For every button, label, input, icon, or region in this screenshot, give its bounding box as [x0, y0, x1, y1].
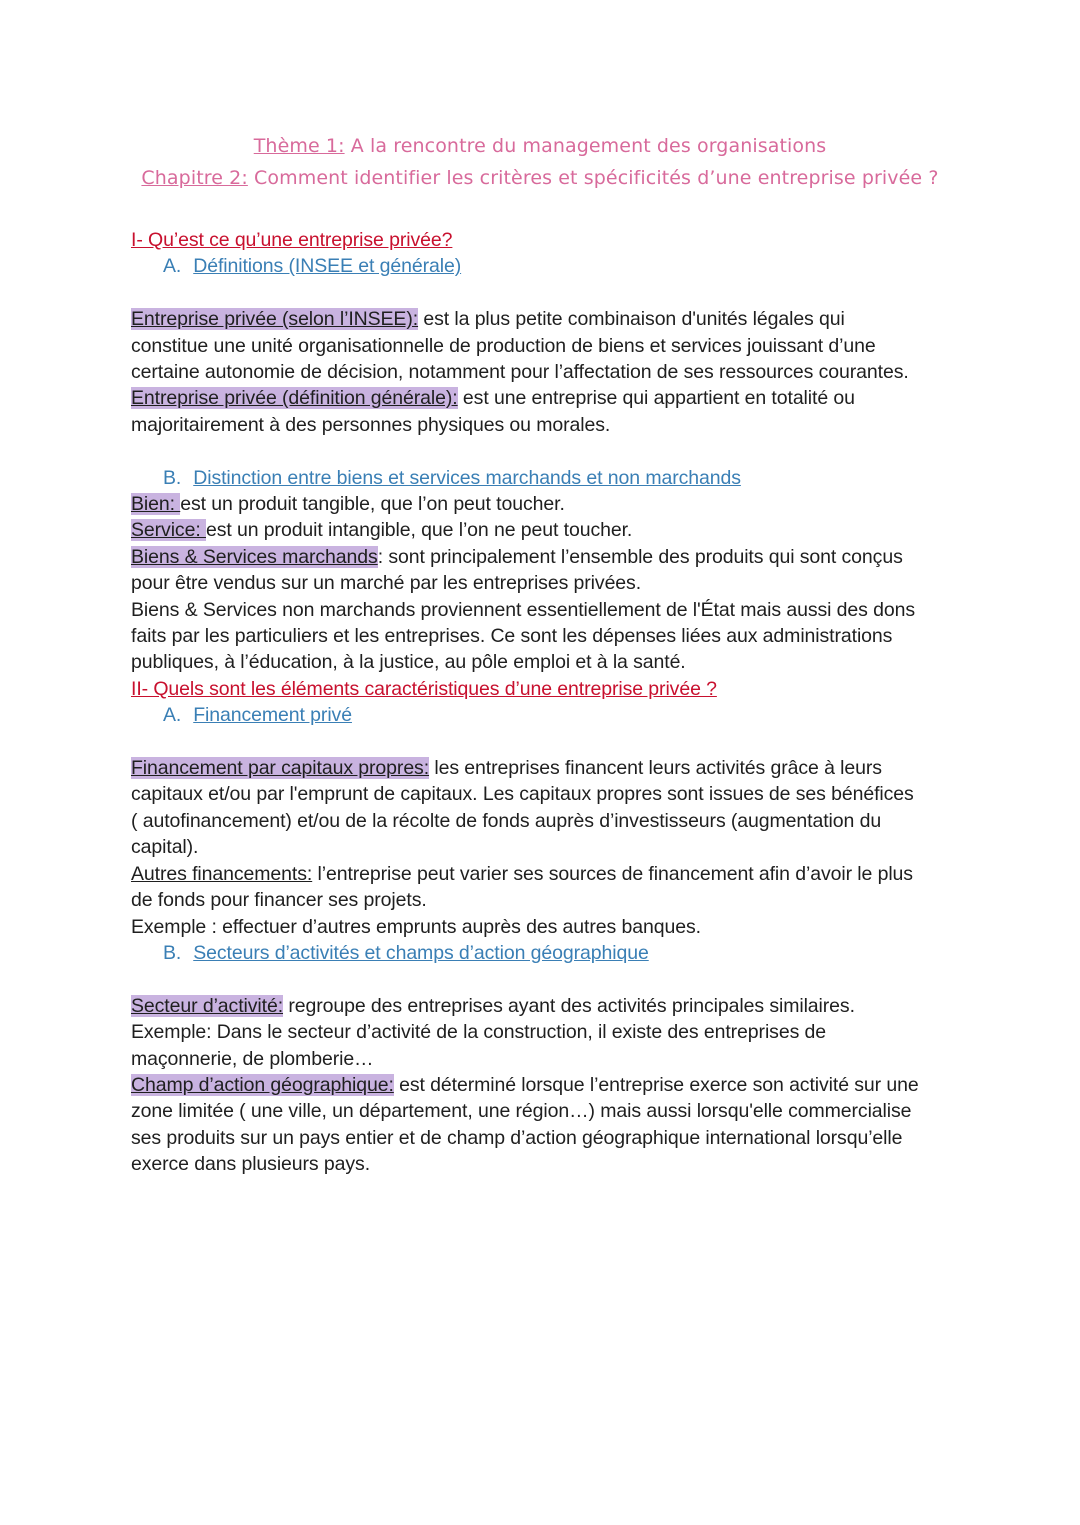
theme-label: Thème 1:: [253, 135, 345, 157]
spacer: [131, 729, 961, 755]
document-body: [131, 227, 961, 1178]
theme-title: [0, 130, 1080, 162]
subsection-letter: B.: [163, 466, 182, 489]
term-highlight: Entreprise privée (selon l’INSEE):: [131, 308, 419, 331]
term-highlight: Champ d’action géographique:: [131, 1073, 394, 1096]
subsection-title: Financement privé: [193, 704, 352, 727]
example-line: Exemple : effectuer d’autres emprunts auprès des autres banques.: [131, 915, 701, 938]
definition-financement-capitaux-propres: [131, 755, 961, 781]
body-line: capital).: [131, 836, 199, 859]
body-line: de fonds pour financer ses projets.: [131, 889, 427, 912]
title-block: [0, 130, 1080, 194]
example-line: Exemple: Dans le secteur d’activité de la construction, il existe des entreprises de: [131, 1021, 827, 1044]
body-line: certaine autonomie de décision, notamment pour l’affectation de ses ressources courantes.: [131, 361, 909, 384]
term-highlight: Secteur d’activité:: [131, 994, 284, 1017]
spacer: [131, 966, 961, 992]
definition-text: : sont principalement l’ensemble des produits qui sont conçus: [377, 545, 903, 568]
subsection-1a: [131, 253, 961, 279]
definition-bien: [131, 491, 961, 517]
definition-text: est un produit tangible, que l’on peut toucher.: [180, 493, 565, 516]
body-line: constitue une unité organisationnelle de production de biens et services jouissant d’une: [131, 334, 876, 357]
body-line: maçonnerie, de plomberie…: [131, 1047, 374, 1070]
term-highlight: Service:: [131, 519, 206, 542]
definition-text: l’entreprise peut varier ses sources de financement afin d’avoir le plus: [312, 862, 913, 885]
subsection-1b: [131, 465, 961, 491]
definition-autres-financements: [131, 861, 961, 887]
spacer: [131, 438, 961, 464]
definition-generale: [131, 385, 961, 411]
definition-champ-action-geographique: [131, 1072, 961, 1098]
term-highlight: Financement par capitaux propres:: [131, 757, 430, 780]
subsection-title: Distinction entre biens et services marchands et non marchands: [193, 466, 741, 489]
definition-text: regroupe des entreprises ayant des activités principales similaires.: [283, 994, 855, 1017]
chapter-title: [0, 162, 1080, 194]
definition-text: est déterminé lorsque l’entreprise exerce son activité sur une: [393, 1073, 919, 1096]
body-line: ( autofinancement) et/ou de la récolte de fonds auprès d’investisseurs (augmentation du: [131, 809, 882, 832]
body-line: majoritairement à des personnes physiques ou morales.: [131, 413, 611, 436]
section-1-heading: I- Qu’est ce qu’une entreprise privée?: [131, 229, 453, 251]
spacer: [131, 280, 961, 306]
theme-text: A la rencontre du management des organisations: [344, 135, 827, 157]
body-line: publiques, à l’éducation, à la justice, au pôle emploi et à la santé.: [131, 651, 686, 674]
section-2-heading: II- Quels sont les éléments caractéristiques d’une entreprise privée ?: [131, 677, 717, 700]
definition-text: est un produit intangible, que l’on ne peut toucher.: [205, 519, 633, 542]
body-line: Biens & Services non marchands proviennent essentiellement de l'État mais aussi des dons: [131, 598, 916, 621]
subsection-letter: A.: [163, 255, 182, 278]
subsection-letter: A.: [163, 704, 182, 727]
definition-service: [131, 517, 961, 543]
body-line: capitaux et/ou par l'emprunt de capitaux. Les capitaux propres sont issues de ses bénéfices: [131, 783, 914, 806]
definition-biens-services-marchands: [131, 544, 961, 570]
subsection-title: Secteurs d’activités et champs d’action géographique: [193, 941, 649, 964]
body-line: pour être vendus sur un marché par les entreprises privées.: [131, 572, 642, 595]
body-line: ses produits sur un pays entier et de champ d’action géographique international lorsqu’elle: [131, 1126, 903, 1149]
subsection-title: Définitions (INSEE et générale): [193, 255, 462, 278]
body-line: exerce dans plusieurs pays.: [131, 1153, 371, 1176]
term-highlight: Biens & Services marchands: [131, 545, 378, 568]
term-underlined: Autres financements:: [131, 862, 313, 885]
definition-secteur-activite: [131, 993, 961, 1019]
definition-insee: [131, 306, 961, 332]
chapter-label: Chapitre 2:: [141, 167, 248, 189]
chapter-text: Comment identifier les critères et spécificités d’une entreprise privée ?: [247, 167, 939, 189]
definition-text: est la plus petite combinaison d'unités légales qui: [418, 308, 845, 331]
term-highlight: Bien:: [131, 493, 181, 516]
body-line: faits par les particuliers et les entreprises. Ce sont les dépenses liées aux administrations: [131, 625, 893, 648]
term-highlight: Entreprise privée (définition générale):: [131, 387, 458, 410]
subsection-letter: B.: [163, 941, 182, 964]
definition-text: est une entreprise qui appartient en totalité ou: [457, 387, 855, 410]
definition-text: les entreprises financent leurs activités grâce à leurs: [429, 757, 882, 780]
subsection-2b: [131, 940, 961, 966]
body-line: zone limitée ( une ville, un département, une région…) mais aussi lorsqu'elle commercialise: [131, 1100, 912, 1123]
subsection-2a: [131, 702, 961, 728]
